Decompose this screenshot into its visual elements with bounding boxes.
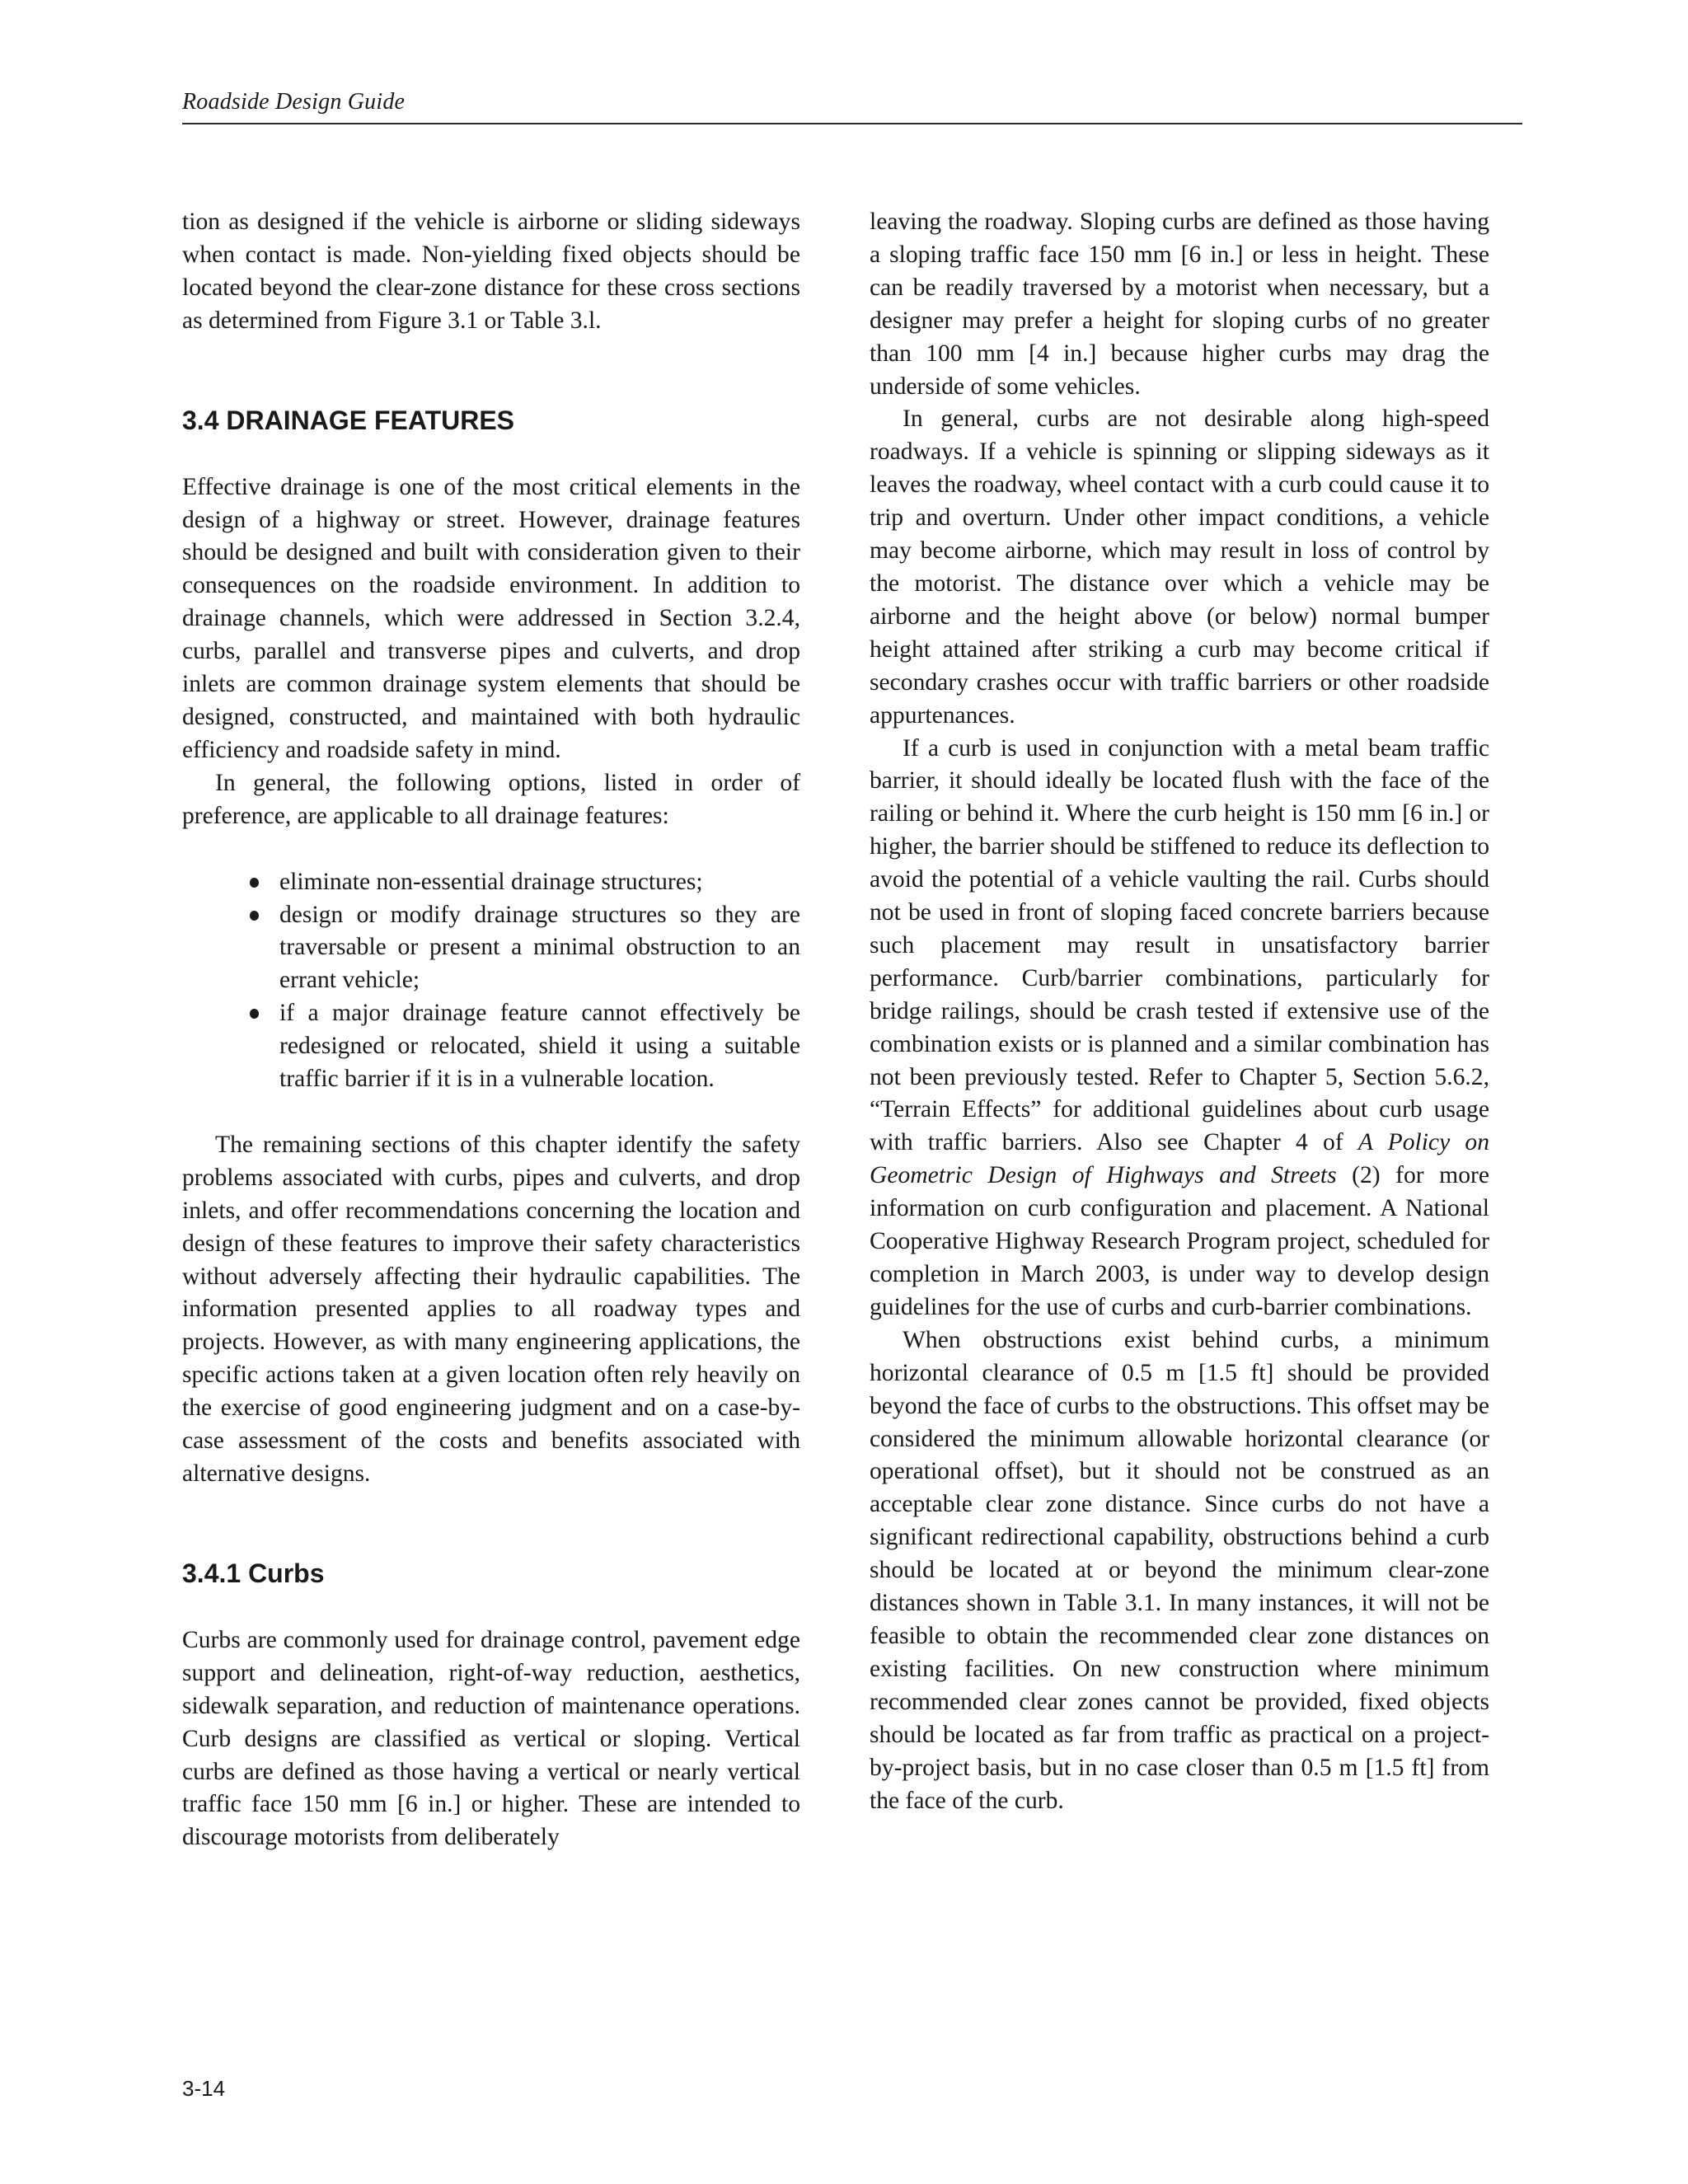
paragraph-drainage-2: In general, the following options, listed in order of preference, are applicable to all drainage features: [182, 769, 800, 829]
reference-title: A Policy on Geometric Design of Highways and Streets [870, 1129, 1489, 1189]
list-item: if a major drainage feature cannot effectively be redesigned or relocated, shield it using a suitable traffic barrier if it is in a vulnerable location. [182, 997, 800, 1096]
running-head: Roadside Design Guide [182, 89, 406, 115]
right-column [870, 206, 1489, 1817]
paragraph-general: In general, curbs are not desirable along high-speed roadways. If a vehicle is spinning or slipping sideways as it leaves the roadway, wheel contact with a curb could cause it to trip and overturn. Under other impact conditions, a vehicle may become airborne, which may result in loss of control by the motorist. The distance over which a vehicle may be airborne and the height above (or below) normal bumper height attained after striking a curb may become critical if secondary crashes occur with traffic barriers or other roadside appurtenances. [870, 405, 1489, 729]
bullet-icon [250, 911, 259, 921]
paragraph-obstructions: When obstructions exist behind curbs, a minimum horizontal clearance of 0.5 m [1.5 ft] should be provided beyond the face of curbs to the obstructions. This offset may be considered the minimum allowable horizontal clearance (or operational offset), but it should not be construed as an acceptable clear zone distance. Since curbs do not have a significant redirectional capability, obstructions behind a curb should be located at or beyond the minimum clear-zone distances shown in Table 3.1. In many instances, it will not be feasible to obtain the recommended clear zone distances on existing facilities. On new construction where minimum recommended clear zones cannot be provided, fixed objects should be located as far from traffic as practical on a project-by-project basis, but in no case closer than 0.5 m [1.5 ft] from the face of the curb. [870, 1326, 1489, 1814]
subsection-heading: 3.4.1 Curbs [182, 1558, 325, 1588]
paragraph-remaining: The remaining sections of this chapter identify the safety problems associated with curbs, pipes and culverts, and drop inlets, and offer recommendations concerning the location and design of these features to improve their safety characteristics without adversely affecting their hydraulic capabilities. The information presented applies to all roadway types and projects. However, as with many engineering applications, the specific actions taken at a given location often rely heavily on the exercise of good engineering judgment and on a case-by-case assessment of the costs and benefits associated with alternative designs. [182, 1131, 800, 1487]
list-item: design or modify drainage structures so they are traversable or present a minimal obstruction to an errant vehicle; [182, 899, 800, 998]
paragraph-curbs: Curbs are commonly used for drainage control, pavement edge support and delineation, right-of-way reduction, aesthetics, sidewalk separation, and reduction of maintenance operations. Curb designs are classified as vertical or sloping. Vertical curbs are defined as those having a vertical or nearly vertical traffic face 150 mm [6 in.] or higher. These are intended to discourage motorists from deliberately [182, 1626, 800, 1851]
paragraph-drainage-1: Effective drainage is one of the most critical elements in the design of a highway or street. However, drainage features should be designed and built with consideration given to their consequences on the roadside environment. In addition to drainage channels, which were addressed in Section 3.2.4, curbs, parallel and transverse pipes and culverts, and drop inlets are common drainage system elements that should be designed, constructed, and maintained with both hydraulic efficiency and roadside safety in mind. [182, 473, 800, 763]
paragraph-barrier: If a curb is used in conjunction with a metal beam traffic barrier, it should ideally be located flush with the face of the railing or behind it. Where the curb height is 150 mm [6 in.] or higher, the barrier should be stiffened to reduce its deflection to avoid the potential of a vehicle vaulting the rail. Curbs should not be used in front of sloping faced concrete barriers because such placement may result in unsatisfactory barrier performance. Curb/barrier combinations, particularly for bridge railings, should be crash tested if extensive use of the combination exists or is planned and a similar combination has not been previously tested. Refer to Chapter 5, Section 5.6.2, “Terrain Effects” for additional guidelines about curb usage with traffic barriers. Also see Chapter 4 of A Policy on Geometric Design of Highways and Streets (2) for more information on curb configuration and placement. A National Cooperative Highway Research Program project, scheduled for completion in March 2003, is under way to develop design guidelines for the use of curbs and curb-barrier combinations. [870, 734, 1489, 1320]
header-rule [182, 123, 1522, 124]
page-number: 3-14 [182, 2076, 226, 2101]
left-column [182, 206, 800, 1854]
bullet-icon [250, 1009, 259, 1019]
bullet-icon [250, 878, 259, 888]
paragraph-continued: tion as designed if the vehicle is airborne or sliding sideways when contact is made. Non-yielding fixed objects should be located beyond the clear-zone distance for these cross sections as determined from Figure 3.1 or Table 3.l. [182, 209, 800, 334]
paragraph-continued-right: leaving the roadway. Sloping curbs are defined as those having a sloping traffic face 150 mm [6 in.] or less in height. These can be readily traversed by a motorist when necessary, but a designer may prefer a height for sloping curbs of no greater than 100 mm [4 in.] because higher curbs may drag the underside of some vehicles. [870, 209, 1489, 400]
list-item: eliminate non-essential drainage structures; [182, 866, 800, 899]
options-list [182, 866, 800, 1096]
section-heading: 3.4 DRAINAGE FEATURES [182, 405, 515, 435]
